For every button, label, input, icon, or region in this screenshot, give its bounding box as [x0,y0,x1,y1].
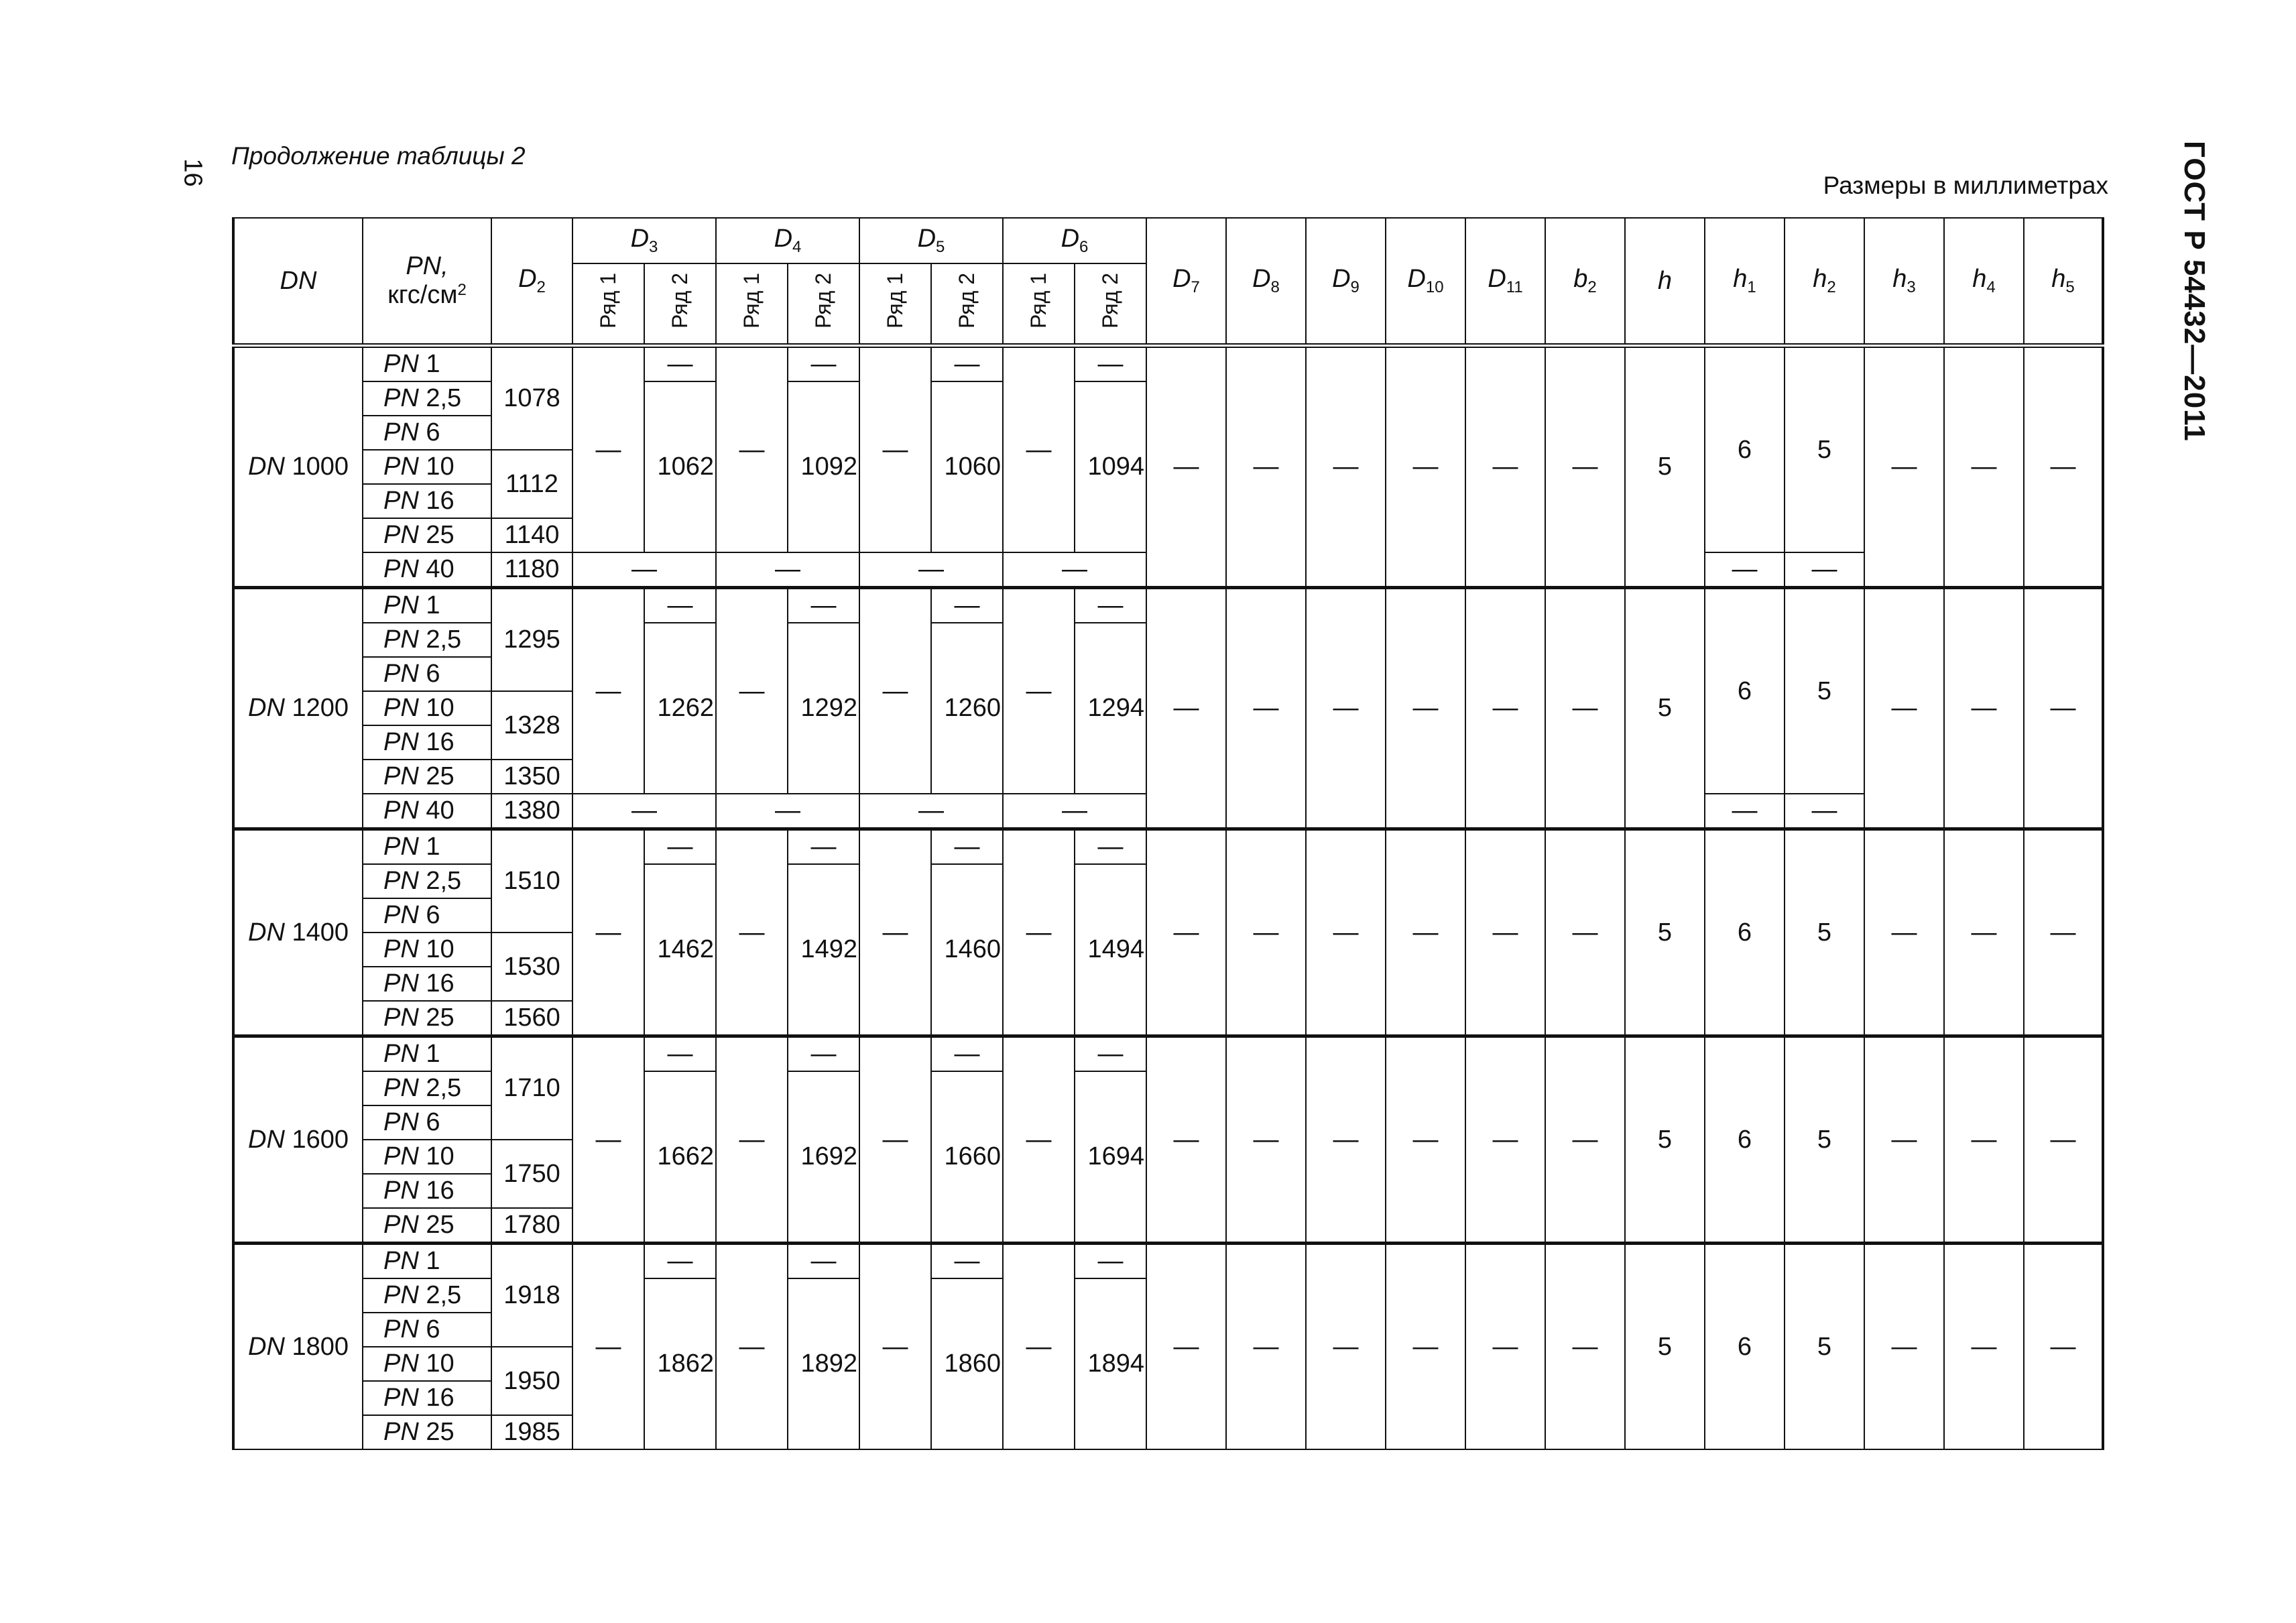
d3-row1-cell: — [572,346,644,553]
d6-row2-cell: 1294 [1075,623,1146,794]
d5-row2-cell: 1460 [931,864,1003,1036]
pn-cell: PN 16 [363,725,491,760]
pn-cell: PN 2,5 [363,1071,491,1105]
h2-pn40-cell: — [1785,794,1864,829]
d2-cell: 1140 [491,518,572,552]
d3-row2-pn1-cell: — [644,588,716,623]
d4-row2-cell: 1692 [788,1071,859,1244]
h1-pn40-cell: — [1705,552,1785,588]
d5-row2-pn1-cell: — [931,1244,1003,1279]
d4-row2-pn1-cell: — [788,1036,859,1072]
d3-row1-cell: — [572,1244,644,1450]
d2-cell: 1350 [491,760,572,794]
h5-cell: — [2024,1244,2103,1450]
h-cell: 5 [1625,829,1705,1036]
header-d2: $D_2$ [491,218,572,346]
h2-cell: 5 [1785,588,1864,794]
header-d5-row1: Ряд 1 [859,263,931,346]
d2-cell: 1180 [491,552,572,588]
d6-row1-cell: — [1003,1036,1075,1244]
b2-cell: — [1545,1244,1625,1450]
header-h1: $h_1$ [1705,218,1785,346]
d9-cell: — [1306,829,1386,1036]
pn-cell: PN 2,5 [363,1278,491,1313]
d2-cell: 1950 [491,1347,572,1415]
h5-cell: — [2024,346,2103,588]
d6-row2-pn1-cell: — [1075,1244,1146,1279]
d4-row1-cell: — [716,588,788,794]
d2-cell: 1510 [491,829,572,933]
d11-cell: — [1465,588,1545,829]
header-d6: $D_6$ [1003,218,1146,263]
d2-cell: 1985 [491,1415,572,1449]
header-d8: $D_8$ [1226,218,1306,346]
d2-cell: 1380 [491,794,572,829]
d3-row2-cell: 1062 [644,381,716,552]
table-row [233,1036,2103,1072]
d2-cell: 1295 [491,588,572,692]
d6-pn40-cell: — [1003,794,1146,829]
header-d3: $D_3$ [572,218,716,263]
d2-cell: 1918 [491,1244,572,1347]
d6-row2-cell: 1094 [1075,381,1146,552]
dn-cell: DN 1400 [233,829,363,1036]
h1-cell: 6 [1705,1036,1785,1244]
d7-cell: — [1146,346,1226,588]
d10-cell: — [1386,346,1465,588]
d4-row1-cell: — [716,1244,788,1450]
units-note: Размеры в миллиметрах [1823,172,2108,199]
d3-row2-cell: 1462 [644,864,716,1036]
h3-cell: — [1864,1036,1944,1244]
pn-cell: PN 25 [363,760,491,794]
d8-cell: — [1226,1244,1306,1450]
d7-cell: — [1146,588,1226,829]
d11-cell: — [1465,1036,1545,1244]
h1-pn40-cell: — [1705,794,1785,829]
header-d6-row1: Ряд 1 [1003,263,1075,346]
dn-cell: DN 1800 [233,1244,363,1450]
h1-cell: 6 [1705,346,1785,553]
d2-cell: 1710 [491,1036,572,1140]
header-d6-row2: Ряд 2 [1075,263,1146,346]
d3-pn40-cell: — [572,794,716,829]
d6-row1-cell: — [1003,829,1075,1036]
d5-row2-pn1-cell: — [931,588,1003,623]
dimensions-table [232,217,2104,1450]
d7-cell: — [1146,1036,1226,1244]
d4-row1-cell: — [716,829,788,1036]
h3-cell: — [1864,588,1944,829]
d3-row2-pn1-cell: — [644,1036,716,1072]
h2-pn40-cell: — [1785,552,1864,588]
d2-cell: 1328 [491,691,572,760]
d5-row2-cell: 1660 [931,1071,1003,1244]
dn-cell: DN 1000 [233,346,363,588]
header-h2: $h_2$ [1785,218,1864,346]
d5-pn40-cell: — [859,794,1003,829]
header-d7: $D_7$ [1146,218,1226,346]
d4-row2-pn1-cell: — [788,588,859,623]
pn-cell: PN 10 [363,1347,491,1381]
h5-cell: — [2024,829,2103,1036]
h2-cell: 5 [1785,829,1864,1036]
d3-row2-pn1-cell: — [644,346,716,382]
h3-cell: — [1864,1244,1944,1450]
dn-cell: DN 1600 [233,1036,363,1244]
d11-cell: — [1465,829,1545,1036]
d5-row2-cell: 1060 [931,381,1003,552]
header-d5: $D_5$ [859,218,1003,263]
h2-cell: 5 [1785,1036,1864,1244]
d3-row1-cell: — [572,588,644,794]
d9-cell: — [1306,588,1386,829]
h4-cell: — [1944,1244,2024,1450]
b2-cell: — [1545,346,1625,588]
d3-row2-pn1-cell: — [644,1244,716,1279]
table-row [233,346,2103,382]
header-d4-row1: Ряд 1 [716,263,788,346]
d6-row2-pn1-cell: — [1075,829,1146,865]
d5-row1-cell: — [859,588,931,794]
d4-row2-cell: 1292 [788,623,859,794]
d6-row2-cell: 1494 [1075,864,1146,1036]
dn-cell: DN 1200 [233,588,363,829]
page-number: 16 [178,158,207,187]
pn-cell: PN 6 [363,657,491,691]
b2-cell: — [1545,588,1625,829]
d4-row2-cell: 1892 [788,1278,859,1449]
d5-row1-cell: — [859,1036,931,1244]
pn-cell: PN 40 [363,794,491,829]
h3-cell: — [1864,346,1944,588]
d5-row2-pn1-cell: — [931,1036,1003,1072]
h1-cell: 6 [1705,588,1785,794]
pn-cell: PN 1 [363,346,491,382]
d4-row2-cell: 1492 [788,864,859,1036]
pn-cell: PN 25 [363,1208,491,1244]
h4-cell: — [1944,829,2024,1036]
pn-cell: PN 1 [363,1244,491,1279]
d6-row1-cell: — [1003,588,1075,794]
d5-row1-cell: — [859,829,931,1036]
h4-cell: — [1944,1036,2024,1244]
h5-cell: — [2024,1036,2103,1244]
header-h5: $h_5$ [2024,218,2103,346]
pn-cell: PN 16 [363,1381,491,1415]
d9-cell: — [1306,1036,1386,1244]
d4-pn40-cell: — [716,552,859,588]
header-d3-row1: Ряд 1 [572,263,644,346]
h3-cell: — [1864,829,1944,1036]
header-h: h [1625,218,1705,346]
pn-cell: PN 1 [363,1036,491,1072]
pn-cell: PN 2,5 [363,864,491,898]
pn-cell: PN 2,5 [363,623,491,657]
header-d9: $D_9$ [1306,218,1386,346]
d4-row2-pn1-cell: — [788,829,859,865]
d9-cell: — [1306,346,1386,588]
d5-row2-pn1-cell: — [931,829,1003,865]
h4-cell: — [1944,346,2024,588]
d3-row2-cell: 1862 [644,1278,716,1449]
header-d10: $D_{10}$ [1386,218,1465,346]
h2-cell: 5 [1785,1244,1864,1450]
header-d5-row2: Ряд 2 [931,263,1003,346]
pn-cell: PN 6 [363,898,491,933]
d5-row1-cell: — [859,1244,931,1450]
d2-cell: 1750 [491,1140,572,1208]
header-pn: PN, кгс/$см^2$ [363,218,491,346]
d5-row2-cell: 1260 [931,623,1003,794]
h-cell: 5 [1625,1244,1705,1450]
pn-cell: PN 25 [363,518,491,552]
d6-row2-pn1-cell: — [1075,1036,1146,1072]
h1-cell: 6 [1705,1244,1785,1450]
pn-cell: PN 6 [363,416,491,450]
d11-cell: — [1465,1244,1545,1450]
d7-cell: — [1146,1244,1226,1450]
d8-cell: — [1226,829,1306,1036]
d2-cell: 1078 [491,346,572,450]
d3-pn40-cell: — [572,552,716,588]
header-d4-row2: Ряд 2 [788,263,859,346]
d4-pn40-cell: — [716,794,859,829]
h-cell: 5 [1625,1036,1705,1244]
h1-cell: 6 [1705,829,1785,1036]
h-cell: 5 [1625,346,1705,588]
d2-cell: 1560 [491,1001,572,1036]
pn-cell: PN 10 [363,450,491,484]
table-row [233,1244,2103,1279]
d4-row2-pn1-cell: — [788,346,859,382]
header-d3-row2: Ряд 2 [644,263,716,346]
h2-cell: 5 [1785,346,1864,553]
table-row [233,829,2103,865]
d5-pn40-cell: — [859,552,1003,588]
pn-cell: PN 10 [363,691,491,725]
d5-row2-cell: 1860 [931,1278,1003,1449]
pn-cell: PN 1 [363,588,491,623]
standard-code: ГОСТ Р 54432—2011 [2178,141,2211,442]
table-row [233,588,2103,623]
d9-cell: — [1306,1244,1386,1450]
header-h4: $h_4$ [1944,218,2024,346]
d4-row2-pn1-cell: — [788,1244,859,1279]
header-h3: $h_3$ [1864,218,1944,346]
d2-cell: 1530 [491,933,572,1001]
d6-row2-cell: 1894 [1075,1278,1146,1449]
d8-cell: — [1226,1036,1306,1244]
d10-cell: — [1386,1036,1465,1244]
d3-row1-cell: — [572,829,644,1036]
header-d11: $D_{11}$ [1465,218,1545,346]
d6-row2-pn1-cell: — [1075,588,1146,623]
d10-cell: — [1386,829,1465,1036]
d3-row2-pn1-cell: — [644,829,716,865]
d7-cell: — [1146,829,1226,1036]
pn-cell: PN 16 [363,484,491,518]
d3-row1-cell: — [572,1036,644,1244]
d6-row2-pn1-cell: — [1075,346,1146,382]
d5-row2-pn1-cell: — [931,346,1003,382]
d3-row2-cell: 1662 [644,1071,716,1244]
d4-row1-cell: — [716,346,788,553]
pn-cell: PN 6 [363,1105,491,1140]
h-cell: 5 [1625,588,1705,829]
d11-cell: — [1465,346,1545,588]
pn-cell: PN 40 [363,552,491,588]
pn-cell: PN 16 [363,1174,491,1208]
pn-cell: PN 25 [363,1415,491,1449]
b2-cell: — [1545,829,1625,1036]
d2-cell: 1780 [491,1208,572,1244]
d6-pn40-cell: — [1003,552,1146,588]
header-dn: DN [233,218,363,346]
header-b2: $b_2$ [1545,218,1625,346]
d10-cell: — [1386,1244,1465,1450]
pn-cell: PN 25 [363,1001,491,1036]
h5-cell: — [2024,588,2103,829]
d3-row2-cell: 1262 [644,623,716,794]
d5-row1-cell: — [859,346,931,553]
d6-row2-cell: 1694 [1075,1071,1146,1244]
d6-row1-cell: — [1003,1244,1075,1450]
pn-cell: PN 2,5 [363,381,491,416]
d4-row1-cell: — [716,1036,788,1244]
header-d4: $D_4$ [716,218,859,263]
d2-cell: 1112 [491,450,572,518]
d4-row2-cell: 1092 [788,381,859,552]
d10-cell: — [1386,588,1465,829]
pn-cell: PN 16 [363,967,491,1001]
b2-cell: — [1545,1036,1625,1244]
d8-cell: — [1226,346,1306,588]
d8-cell: — [1226,588,1306,829]
continuation-title: Продолжение таблицы 2 [231,142,526,170]
h4-cell: — [1944,588,2024,829]
pn-cell: PN 1 [363,829,491,865]
table-body [233,346,2103,1450]
pn-cell: PN 6 [363,1313,491,1347]
pn-cell: PN 10 [363,1140,491,1174]
pn-cell: PN 10 [363,933,491,967]
d6-row1-cell: — [1003,346,1075,553]
